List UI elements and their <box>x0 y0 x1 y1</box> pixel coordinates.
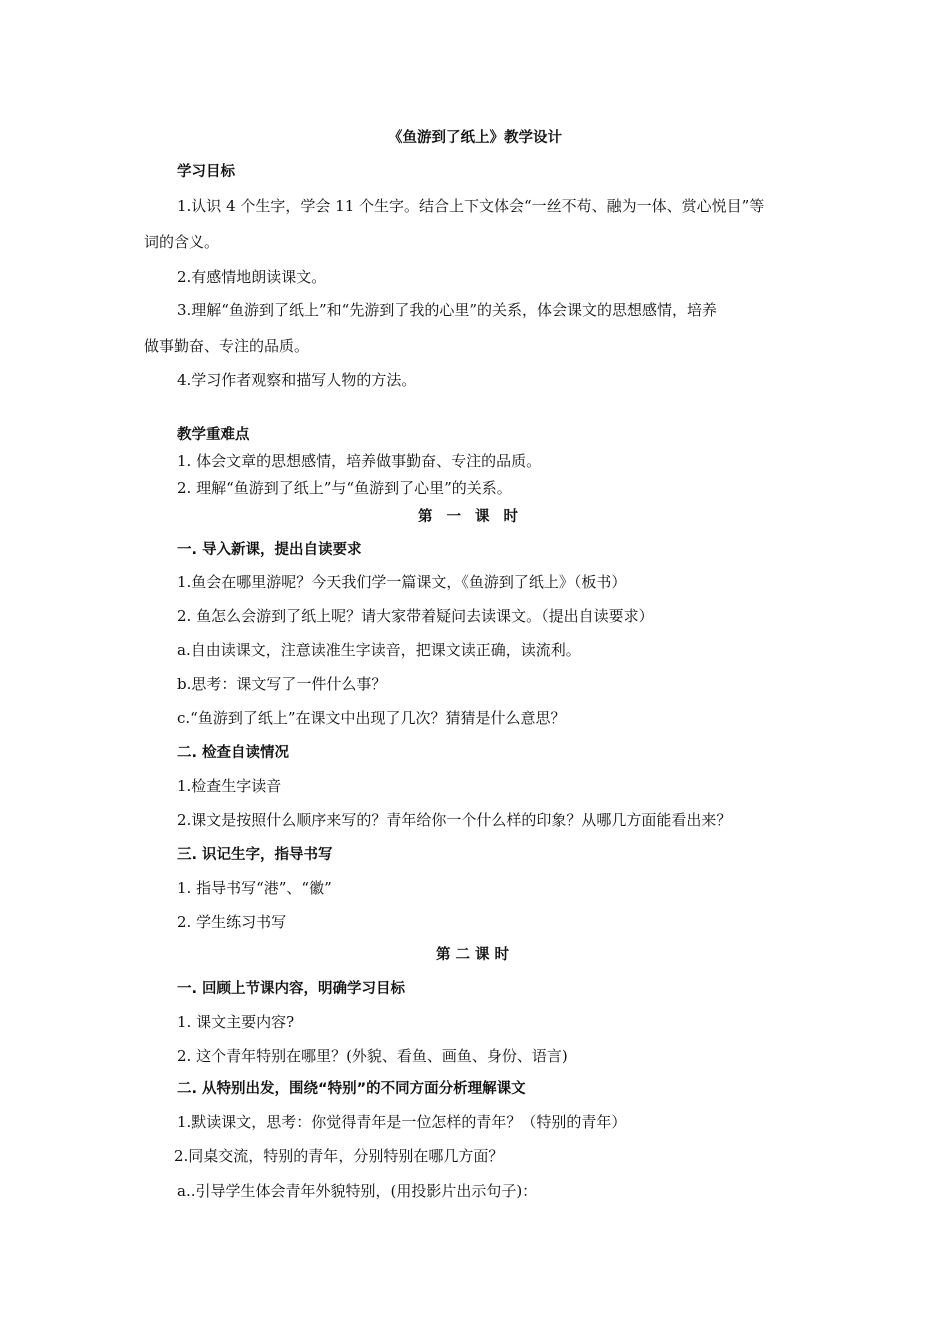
lesson-1-section-2-title: 二. 检查自读情况 <box>177 745 290 761</box>
lesson-1-section-2-item-1: 1.检查生字读音 <box>177 777 282 795</box>
goal-1-line-2: 词的含义。 <box>144 233 220 251</box>
lesson-2-section-2-item-2: 2.同桌交流，特别的青年，分别特别在哪几方面？ <box>174 1147 504 1165</box>
lesson-1-section-3-title: 三. 识记生字，指导书写 <box>177 847 333 863</box>
key-point-2: 2. 理解“鱼游到了纸上”与“鱼游到了心里”的关系。 <box>177 479 512 497</box>
lesson-1-section-1-item-1: 1.鱼会在哪里游呢？今天我们学一篇课文，《鱼游到了纸上》（板书） <box>177 573 627 591</box>
lesson-2-section-1-item-2: 2. 这个青年特别在哪里？(外貌、看鱼、画鱼、身份、语言) <box>177 1047 568 1065</box>
lesson-1-section-3-item-1: 1. 指导书写“港”、“徽” <box>177 879 332 897</box>
goals-heading: 学习目标 <box>177 164 235 180</box>
lesson-2-section-1-item-1: 1. 课文主要内容? <box>177 1013 295 1031</box>
lesson-1-section-1-item-b: b.思考：课文写了一件什么事？ <box>177 675 387 693</box>
lesson-2-section-1-title: 一. 回顾上节课内容，明确学习目标 <box>177 981 406 997</box>
lesson-1-section-1-item-c: c.“鱼游到了纸上”在课文中出现了几次？猜猜是什么意思？ <box>177 709 566 727</box>
goal-3-line-2: 做事勤奋、专注的品质。 <box>144 337 310 355</box>
lesson-2-section-2-item-1: 1.默读课文，思考：你觉得青年是一位怎样的青年？（特别的青年） <box>177 1113 627 1131</box>
key-points-heading: 教学重难点 <box>177 427 250 443</box>
goal-4: 4.学习作者观察和描写人物的方法。 <box>177 371 417 389</box>
lesson-1-heading: 第一课时 <box>418 509 532 525</box>
lesson-1-section-3-item-2: 2. 学生练习书写 <box>177 913 287 931</box>
key-point-1: 1. 体会文章的思想感情，培养做事勤奋、专注的品质。 <box>177 452 542 470</box>
lesson-1-section-1-item-a: a.自由读课文，注意读准生字读音，把课文读正确，读流利。 <box>177 641 581 659</box>
lesson-2-heading: 第二课时 <box>436 947 514 963</box>
lesson-2-section-2-title: 二. 从特别出发，围绕“特别”的不同方面分析理解课文 <box>177 1081 526 1097</box>
goal-1-line-1: 1.认识 4 个生字，学会 11 个生字。结合上下文体会“一丝不苟、融为一体、赏心悦目”等 <box>177 197 765 215</box>
goal-2: 2.有感情地朗读课文。 <box>177 268 327 286</box>
document-title: 《鱼游到了纸上》教学设计 <box>388 130 562 146</box>
goal-3-line-1: 3.理解“鱼游到了纸上”和“先游到了我的心里”的关系，体会课文的思想感情，培养 <box>177 301 717 319</box>
lesson-2-section-2-item-a: a..引导学生体会青年外貌特别，(用投影片出示句子)： <box>177 1182 538 1200</box>
lesson-1-section-2-item-2: 2.课文是按照什么顺序来写的？青年给你一个什么样的印象？从哪几方面能看出来？ <box>177 811 732 829</box>
lesson-1-section-1-item-2: 2. 鱼怎么会游到了纸上呢？请大家带着疑问去读课文。（提出自读要求） <box>177 607 654 625</box>
lesson-1-section-1-title: 一. 导入新课，提出自读要求 <box>177 542 362 558</box>
